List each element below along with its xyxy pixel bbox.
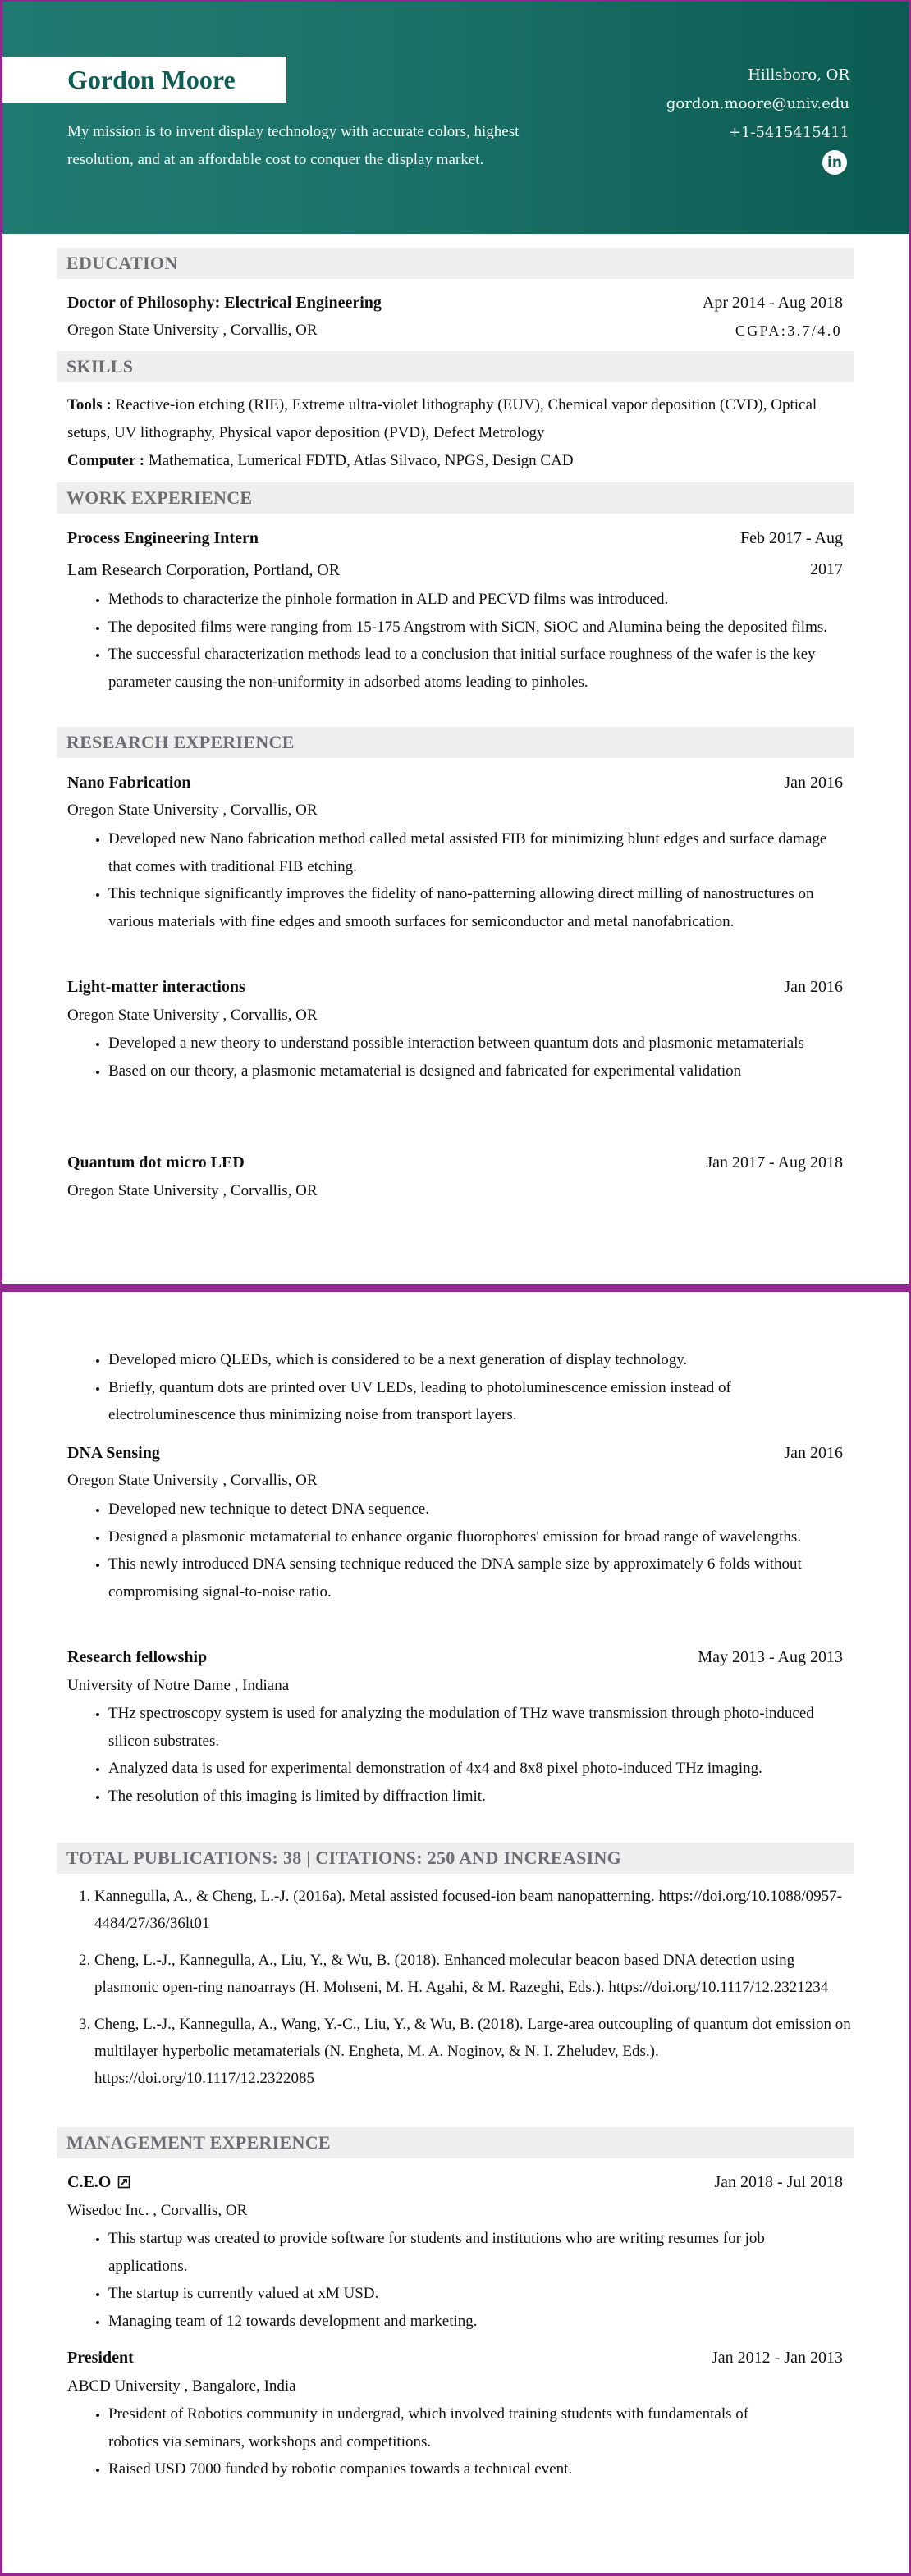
entry-title: Process Engineering Intern: [67, 529, 259, 547]
entry-title: Research fellowship: [67, 1648, 208, 1666]
bullet-list: [67, 1030, 806, 1085]
entry-title: C.E.O: [67, 2173, 112, 2191]
bullet-list: [67, 1346, 814, 1429]
bullet-item: • This technique significantly improves the fidelity of nano-patterning allowing direct milling of nanostructures on various materials with fine edges and smooth surfaces for semiconductor and metal nanofabrication.: [108, 880, 831, 935]
skills-label: Computer :: [67, 452, 145, 469]
entry-org: Oregon State University , Corvallis, OR: [67, 1007, 318, 1024]
section-title: TOTAL PUBLICATIONS: 38 | CITATIONS: 250 AND INCREASING: [66, 1848, 622, 1868]
skills-row-tools: [67, 391, 847, 447]
section-header-education: [57, 248, 854, 279]
bullet-item: • The resolution of this imaging is limited by diffraction limit.: [108, 1783, 831, 1811]
bullet-item: • Developed micro QLEDs, which is considered to be a next generation of display technology.: [108, 1346, 814, 1374]
bullet-item: • THz spectroscopy system is used for analyzing the modulation of THz wave transmission through photo-induced silicon substrates.: [108, 1700, 831, 1755]
skills-value: Reactive-ion etching (RIE), Extreme ultra-violet lithography (EUV), Chemical vapor deposition (CVD), Optical setups, UV lithography, Physical vapor deposition (PVD), Defect Metrology: [67, 396, 817, 441]
bullet-item: • The successful characterization methods lead to a conclusion that initial surface roughness of the wafer is the key parameter causing the non-uniformity in adsorbed atoms leading to pinholes.: [108, 641, 855, 696]
section-title: EDUCATION: [66, 253, 178, 273]
entry-org: Oregon State University , Corvallis, OR: [67, 1182, 318, 1199]
section-header-work: [57, 482, 854, 514]
entry-title: Light-matter interactions: [67, 978, 245, 996]
bullet-list: [67, 1496, 847, 1605]
entry-title: Doctor of Philosophy: Electrical Engineering: [67, 294, 382, 312]
resume-header: [2, 2, 909, 234]
contact-info: [666, 61, 849, 176]
entry-date: Jan 2017 - Aug 2018: [706, 1153, 843, 1172]
bullet-item: • This newly introduced DNA sensing technique reduced the DNA sample size by approximately 6 folds without compromising signal-to-noise ratio.: [108, 1551, 847, 1605]
entry-org: Oregon State University , Corvallis, OR: [67, 322, 318, 339]
entry-date: Jan 2016: [784, 978, 843, 996]
entry-date: May 2013 - Aug 2013: [698, 1648, 843, 1666]
entry-org: Wisedoc Inc. , Corvallis, OR: [67, 2202, 248, 2219]
skills-value: Mathematica, Lumerical FDTD, Atlas Silvaco, NPGS, Design CAD: [144, 452, 574, 469]
bullet-item: • This startup was created to provide software for students and institutions who are writing resumes for job applications.: [108, 2225, 814, 2280]
entry-org: Oregon State University , Corvallis, OR: [67, 1472, 318, 1489]
entry-org: Oregon State University , Corvallis, OR: [67, 802, 318, 819]
bullet-item: • Developed new Nano fabrication method called metal assisted FIB for minimizing blunt edges and surface damage that comes with traditional FIB etching.: [108, 825, 831, 880]
section-title: SKILLS: [66, 356, 134, 377]
bullet-list: [67, 586, 855, 696]
page-break-divider: [0, 1284, 911, 1292]
bullet-item: • Raised USD 7000 funded by robotic companies towards a technical event.: [108, 2455, 790, 2483]
bullet-item: • Developed a new theory to understand possible interaction between quantum dots and plasmonic metamaterials: [108, 1030, 806, 1057]
section-title: RESEARCH EXPERIENCE: [66, 732, 295, 752]
entry-org: ABCD University , Bangalore, India: [67, 2377, 296, 2395]
entry-title: Quantum dot micro LED: [67, 1153, 245, 1172]
section-header-research: [57, 727, 854, 758]
mission-statement: My mission is to invent display technology with accurate colors, highest resolution, and at an affordable cost to conquer the display market.: [67, 123, 520, 168]
entry-date: Jan 2012 - Jan 2013: [712, 2349, 843, 2367]
section-title: MANAGEMENT EXPERIENCE: [66, 2132, 331, 2153]
section-header-publications: [57, 1843, 854, 1874]
entry-date: Jan 2016: [784, 774, 843, 792]
bullet-item: • Analyzed data is used for experimental demonstration of 4x4 and 8x8 pixel photo-induced THz imaging.: [108, 1755, 831, 1783]
publication-item: 3. Cheng, L.-J., Kannegulla, A., Wang, Y.-C., Liu, Y., & Wu, B. (2018). Large-area outcoupling of quantum dot emission on multilayer hyperbolic metamaterials (N. Engheta, M. A. Noginov, & N. I. Zheludev, Eds.). https://doi.org/10.1117/12.2322085: [94, 2011, 858, 2092]
bullet-item: • Developed new technique to detect DNA sequence.: [108, 1496, 847, 1523]
contact-email[interactable]: gordon.moore@univ.edu: [666, 95, 849, 112]
entry-date: Jan 2016: [784, 1444, 843, 1462]
candidate-name: Gordon Moore: [67, 65, 236, 94]
contact-phone[interactable]: +1-5415415411: [728, 124, 849, 141]
publication-item: 1. Kannegulla, A., & Cheng, L.-J. (2016a). Metal assisted focused-ion beam nanopatterning. https://doi.org/10.1088/0957-4484/27/36/36lt01: [94, 1883, 858, 1937]
entry-date: Feb 2017 - Aug: [740, 529, 843, 547]
entry-date-continued: 2017: [810, 560, 843, 578]
entry-date: Jan 2018 - Jul 2018: [714, 2173, 843, 2191]
bullet-item: • Based on our theory, a plasmonic metamaterial is designed and fabricated for experimental validation: [108, 1057, 806, 1085]
bullet-item: • Designed a plasmonic metamaterial to enhance organic fluorophores' emission for broad range of wavelengths.: [108, 1523, 847, 1551]
bullet-item: • The deposited films were ranging from 15-175 Angstrom with SiCN, SiOC and Alumina being the deposited films.: [108, 614, 855, 642]
contact-location: Hillsboro, OR: [748, 66, 849, 84]
bullet-list: [67, 2400, 790, 2483]
bullet-item: • Managing team of 12 towards development and marketing.: [108, 2308, 814, 2336]
skills-list: [67, 391, 847, 475]
entry-org: University of Notre Dame , Indiana: [67, 1677, 290, 1694]
external-link-icon[interactable]: [117, 2176, 130, 2189]
bullet-list: [67, 1700, 831, 1810]
name-box: [2, 57, 286, 103]
entry-title: President: [67, 2349, 134, 2367]
skills-label: Tools :: [67, 396, 112, 413]
bullet-item: • President of Robotics community in undergrad, which involved training students with fundamentals of robotics via seminars, workshops and competitions.: [108, 2400, 790, 2455]
section-header-skills: [57, 351, 854, 382]
bullet-item: • The startup is currently valued at xM USD.: [108, 2280, 814, 2308]
entry-title: DNA Sensing: [67, 1444, 160, 1462]
entry-org: Lam Research Corporation, Portland, OR: [67, 561, 341, 579]
bullet-item: • Briefly, quantum dots are printed over UV LEDs, leading to photoluminescence emission instead of electroluminescence thus minimizing noise from transport layers.: [108, 1374, 814, 1429]
linkedin-icon[interactable]: in: [822, 150, 847, 175]
bullet-list: [67, 825, 831, 935]
section-title: WORK EXPERIENCE: [66, 487, 253, 508]
bullet-item: • Methods to characterize the pinhole formation in ALD and PECVD films was introduced.: [108, 586, 855, 614]
bullet-list: [67, 2225, 814, 2335]
entry-title: Nano Fabrication: [67, 774, 191, 792]
entry-gpa: CGPA:3.7/4.0: [735, 322, 842, 339]
publication-list: [67, 1883, 858, 2102]
section-header-management: [57, 2127, 854, 2158]
publication-item: 2. Cheng, L.-J., Kannegulla, A., Liu, Y., & Wu, B. (2018). Enhanced molecular beacon based DNA detection using plasmonic open-ring nanoarrays (H. Mohseni, M. H. Agahi, & M. Razeghi, Eds.). https://doi.org/10.1117/12.2321234: [94, 1947, 858, 2001]
entry-title-ceo: [67, 2172, 130, 2193]
skills-row-computer: [67, 447, 847, 475]
entry-date: Apr 2014 - Aug 2018: [702, 294, 843, 312]
